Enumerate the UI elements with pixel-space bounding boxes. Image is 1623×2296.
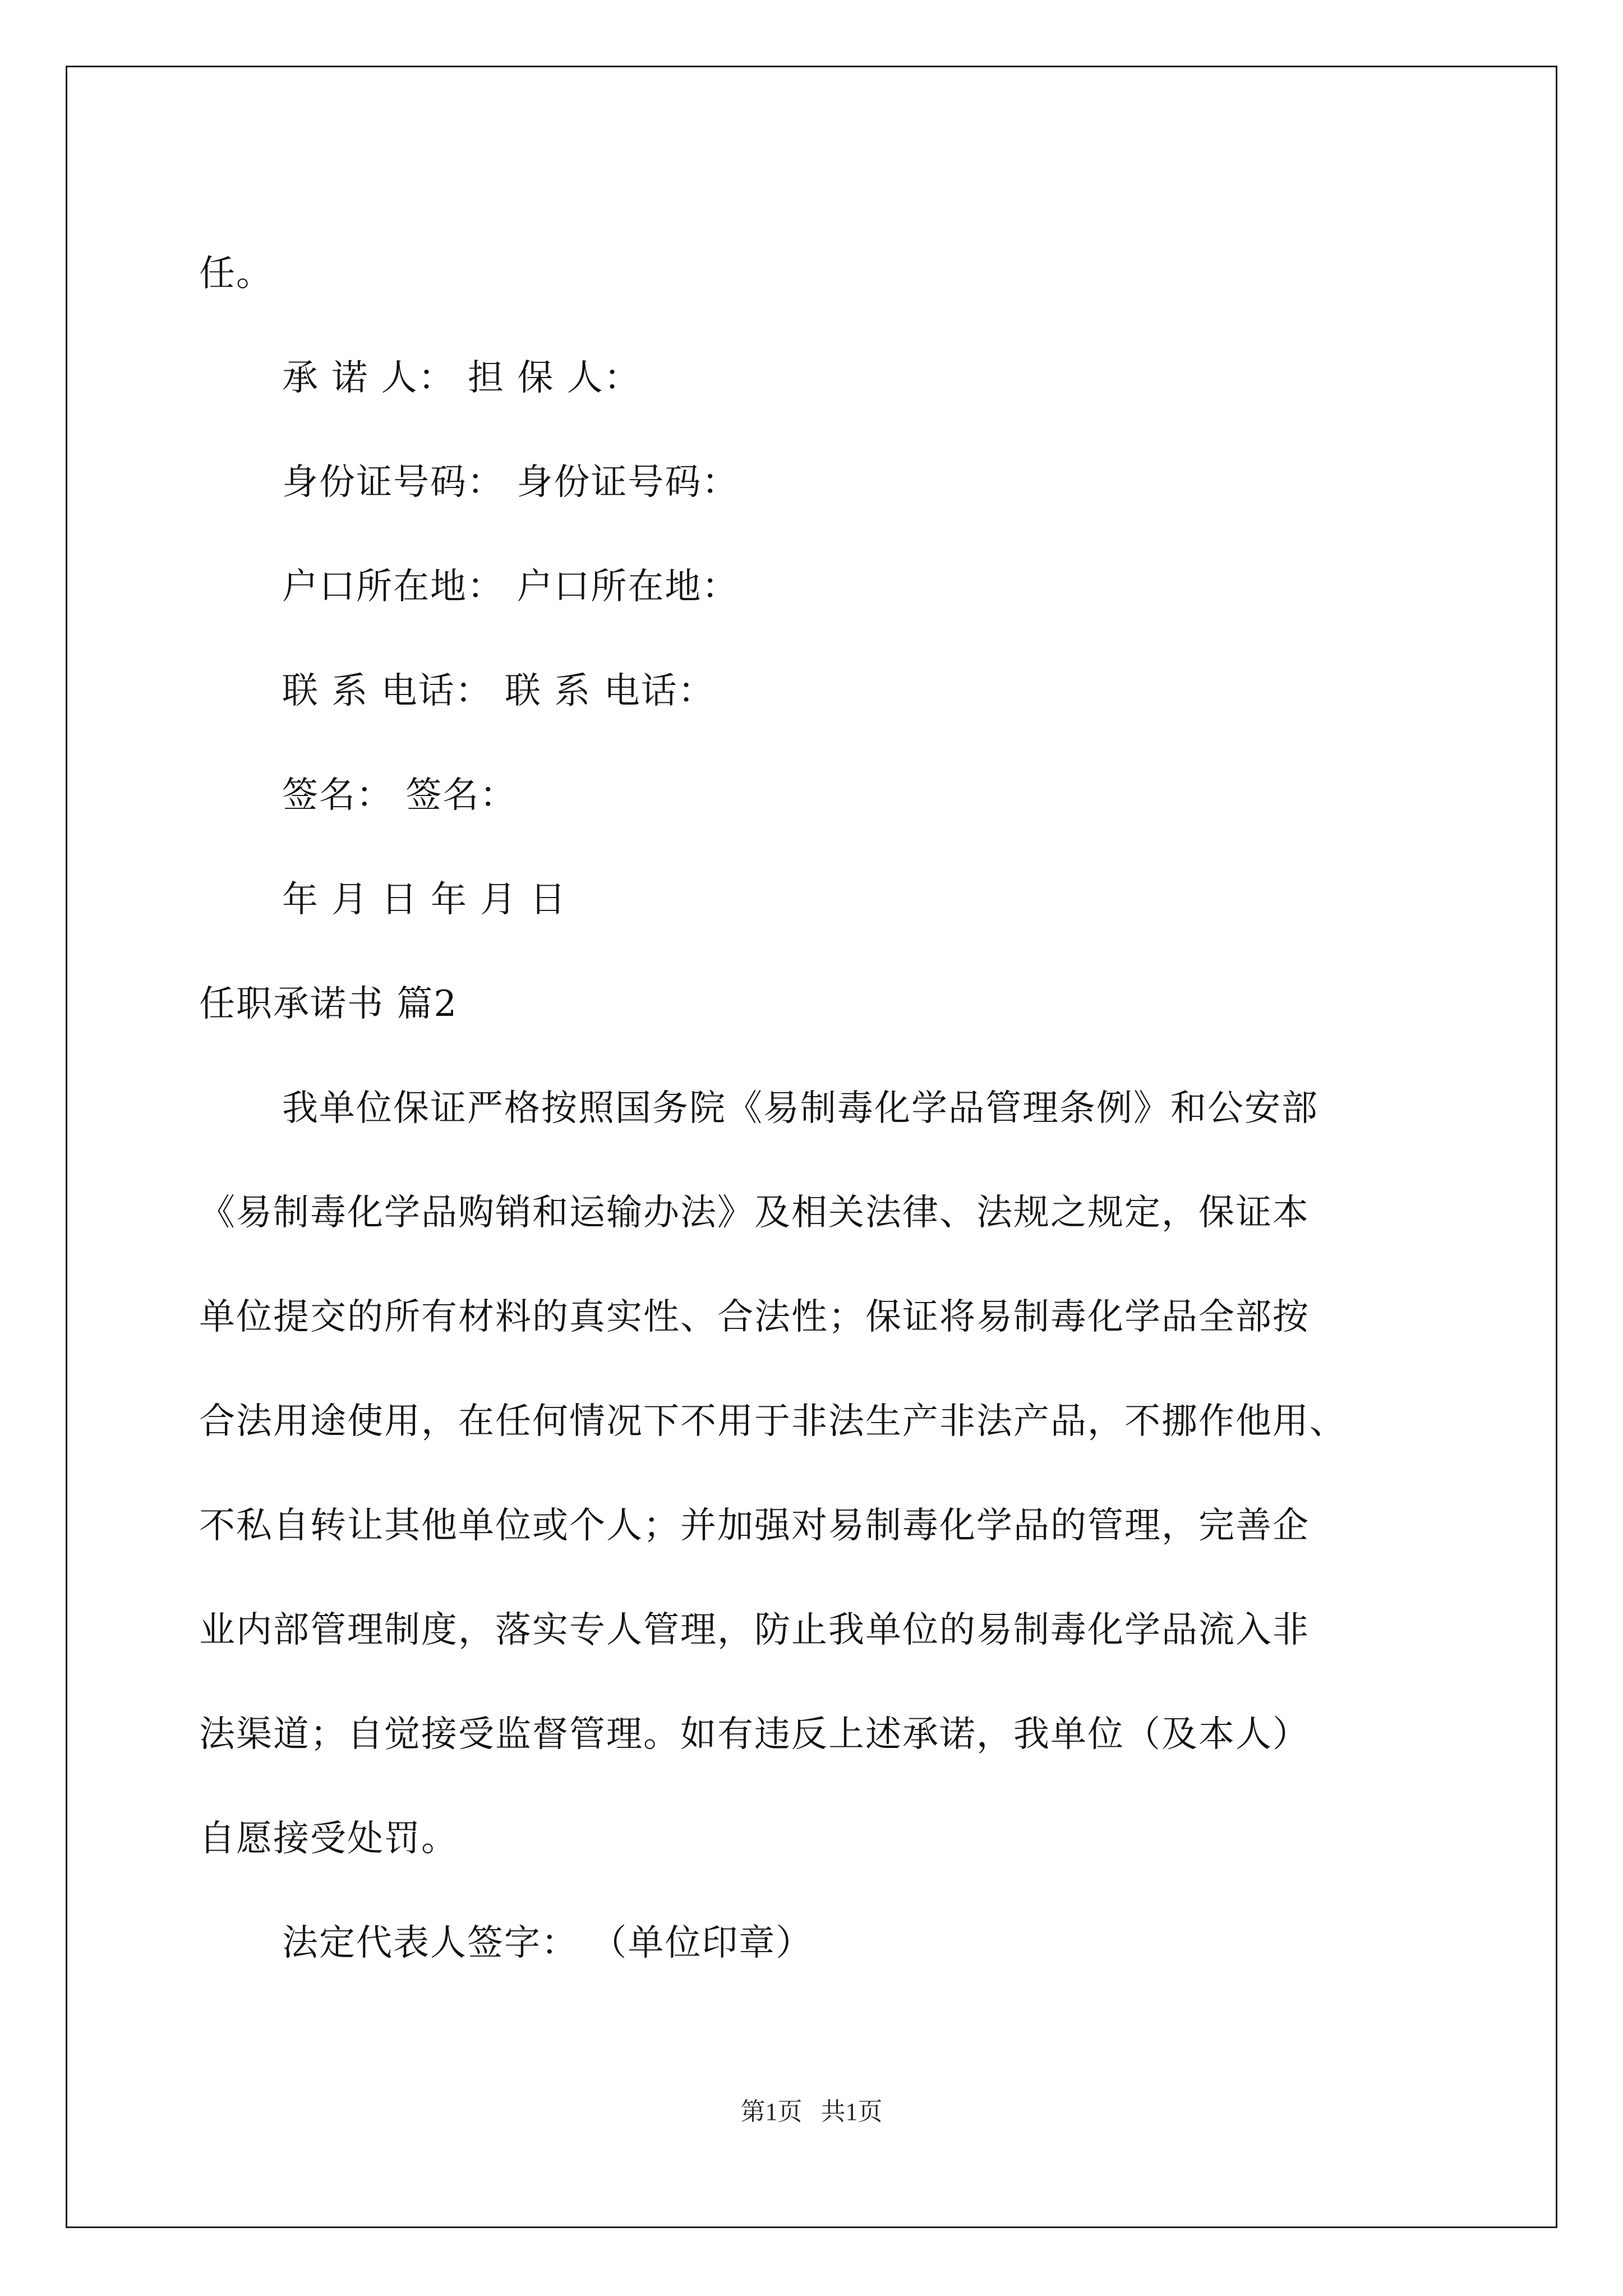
text-line: 承 诺 人： 担 保 人：	[282, 357, 641, 399]
text-line: 签名： 签名：	[282, 775, 517, 816]
text-line: 联 系 电话： 联 系 电话：	[282, 670, 715, 712]
paragraph-line: 我单位保证严格按照国务院《易制毒化学品管理条例》和公安部	[282, 1088, 1318, 1129]
paragraph-line: 合法用途使用，在任何情况下不用于非法生产非法产品，不挪作他用、	[199, 1401, 1347, 1442]
paragraph-line: 业内部管理制度，落实专人管理，防止我单位的易制毒化学品流入非	[199, 1609, 1310, 1651]
section-heading: 任职承诺书 篇2	[199, 983, 458, 1025]
text-line: 户口所在地： 户口所在地：	[282, 566, 739, 608]
signature-line: 法定代表人签字： （单位印章）	[282, 1922, 813, 1964]
paragraph-line: 不私自转让其他单位或个人；并加强对易制毒化学品的管理，完善企	[199, 1505, 1310, 1547]
paragraph-line: 单位提交的所有材料的真实性、合法性；保证将易制毒化学品全部按	[199, 1296, 1310, 1338]
paragraph-line: 自愿接受处罚。	[199, 1818, 458, 1860]
text-line: 年 月 日 年 月 日	[282, 879, 567, 921]
text-line: 身份证号码： 身份证号码：	[282, 462, 739, 503]
page-footer: 第1页 共1页	[740, 2098, 883, 2125]
text-line: 任。	[199, 253, 273, 295]
paragraph-line: 《易制毒化学品购销和运输办法》及相关法律、法规之规定，保证本	[199, 1192, 1310, 1234]
document-body	[199, 222, 1433, 1995]
paragraph-line: 法渠道；自觉接受监督管理。如有违反上述承诺，我单位（及本人）	[199, 1714, 1310, 1755]
